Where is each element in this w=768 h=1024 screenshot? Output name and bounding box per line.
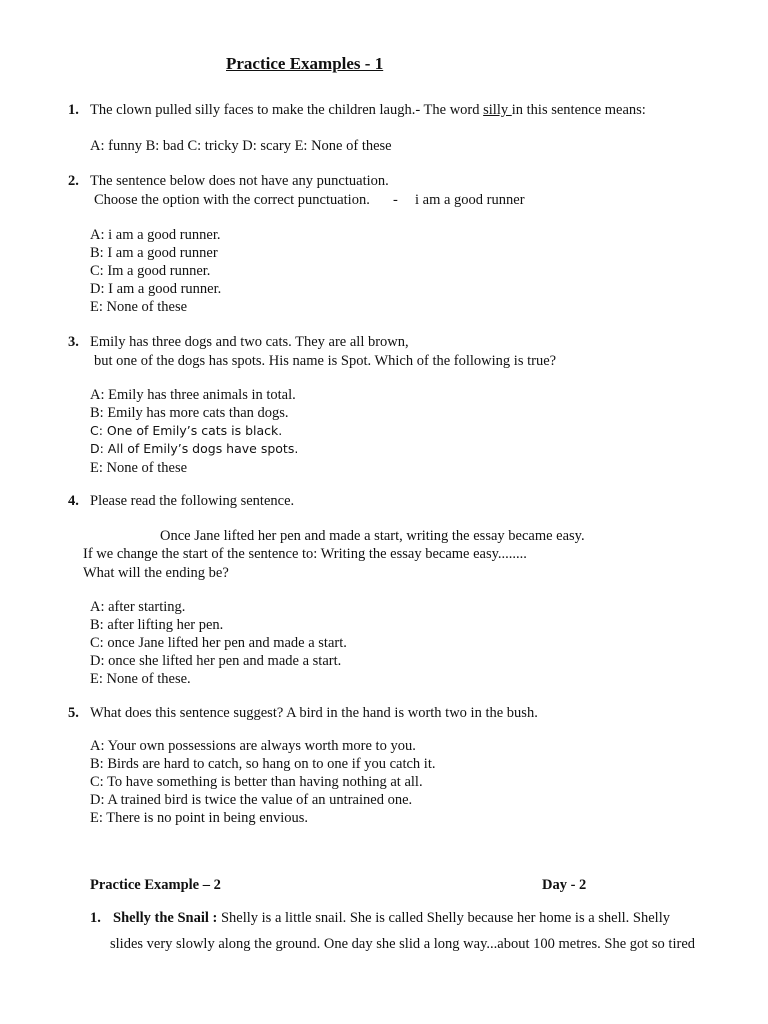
question-text: The sentence below does not have any punctuation. [90,173,389,189]
answer-option: A: Your own possessions are always worth more to you. [90,738,416,754]
answer-option: C: once Jane lifted her pen and made a start. [90,635,347,651]
passage-text [113,909,670,927]
question-text: What will the ending be? [83,565,229,581]
unpunctuated-sentence: i am a good runner [415,192,525,208]
passage-line: Shelly is a little snail. She is called Shelly because her home is a shell. Shelly [217,910,670,926]
question-number: 3. [68,334,79,350]
answer-option: E: None of these [90,299,188,315]
question-number: 5. [68,705,79,721]
answer-option: A: i am a good runner. [90,227,221,243]
answer-option: A: after starting. [90,599,186,615]
answer-options: A: funny B: bad C: tricky D: scary E: None of these [90,138,392,154]
answer-option: E: There is no point in being envious. [90,810,309,826]
day-label: Day - 2 [542,877,587,893]
page-title: Practice Examples - 1 [226,54,384,73]
question-text [90,101,646,119]
question-text: If we change the start of the sentence to: Writing the essay became easy........ [83,546,527,562]
question-number: 4. [68,493,79,509]
answer-option: C: One of Emily’s cats is black. [90,423,283,438]
answer-option: B: Emily has more cats than dogs. [90,405,289,421]
question-text: Please read the following sentence. [90,493,295,509]
question-number: 2. [68,173,79,189]
answer-option: E: None of these. [90,671,191,687]
answer-option: B: Birds are hard to catch, so hang on to one if you catch it. [90,756,436,772]
answer-option: D: A trained bird is twice the value of an untrained one. [90,792,413,808]
example-sentence: Once Jane lifted her pen and made a start, writing the essay became easy. [160,528,585,544]
answer-option: B: after lifting her pen. [90,617,224,633]
passage-number: 1. [90,910,101,926]
answer-option: D: All of Emily’s dogs have spots. [90,441,299,456]
answer-option: A: Emily has three animals in total. [90,387,296,403]
question-text: but one of the dogs has spots. His name is Spot. Which of the following is true? [94,353,557,369]
question-text: Emily has three dogs and two cats. They are all brown, [90,334,409,350]
answer-option: C: To have something is better than having nothing at all. [90,774,423,790]
question-number: 1. [68,102,79,118]
answer-option: E: None of these [90,460,188,476]
answer-option: D: once she lifted her pen and made a start. [90,653,342,669]
underlined-word: silly [483,102,512,118]
dash: - [393,192,398,208]
question-text: Choose the option with the correct punctuation. [94,192,370,208]
answer-option: C: Im a good runner. [90,263,211,279]
answer-option: D: I am a good runner. [90,281,222,297]
answer-option: B: I am a good runner [90,245,218,261]
section-heading: Practice Example – 2 [90,877,221,893]
question-text-before: The clown pulled silly faces to make the children laugh.- The word [90,102,484,118]
question-text-after: in this sentence means: [511,102,646,118]
question-text: What does this sentence suggest? A bird in the hand is worth two in the bush. [90,705,538,721]
passage-title: Shelly the Snail : [113,910,218,926]
passage-line: slides very slowly along the ground. One day she slid a long way...about 100 metres. She got so tired [110,936,696,952]
